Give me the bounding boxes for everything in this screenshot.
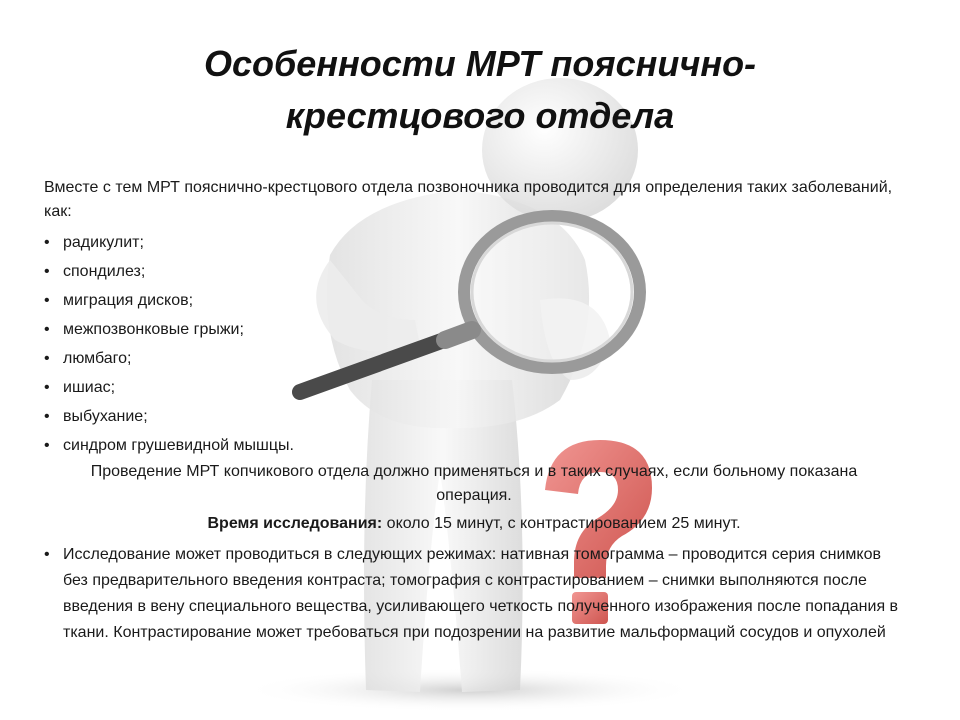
slide-body	[44, 176, 904, 646]
study-time	[44, 512, 904, 536]
disease-list	[44, 228, 904, 460]
intro-text: Вместе с тем МРТ пояснично-крестцового отдела позвоночника проводится для определения таких заболеваний, как:	[44, 179, 893, 220]
bullet-dot: •	[44, 546, 50, 563]
title-line-1: Особенности МРТ пояснично-	[203, 43, 757, 84]
title-line-2: крестцового отдела	[285, 95, 675, 136]
list-item: • межпозвонковые грыжи;	[44, 315, 904, 344]
coccyx-note: Проведение МРТ копчикового отдела должно применяться и в таких случаях, если больному показана операция.	[90, 463, 858, 504]
list-item: • миграция дисков;	[44, 286, 904, 315]
page-title	[0, 38, 960, 142]
study-time-label: Время исследования:	[207, 515, 383, 532]
list-item: • ишиас;	[44, 373, 904, 402]
modes-paragraph	[44, 542, 904, 646]
study-time-value: около 15 минут, с контрастированием 25 минут.	[382, 515, 741, 532]
list-item: • люмбаго;	[44, 344, 904, 373]
list-item: • выбухание;	[44, 402, 904, 431]
list-item: • радикулит;	[44, 228, 904, 257]
modes-text: Исследование может проводиться в следующих режимах: нативная томограмма – проводится серия снимков без предварительного введения контраста; томография с контрастированием – снимки выполняются после введения в вену специального вещества, усиливающего четкость полученного изображения после попадания в ткани. Контрастирование может требоваться при подозрении на развитие мальформаций сосудов и опухолей	[63, 546, 899, 641]
list-item: • спондилез;	[44, 257, 904, 286]
list-item: • синдром грушевидной мышцы.	[44, 431, 904, 460]
